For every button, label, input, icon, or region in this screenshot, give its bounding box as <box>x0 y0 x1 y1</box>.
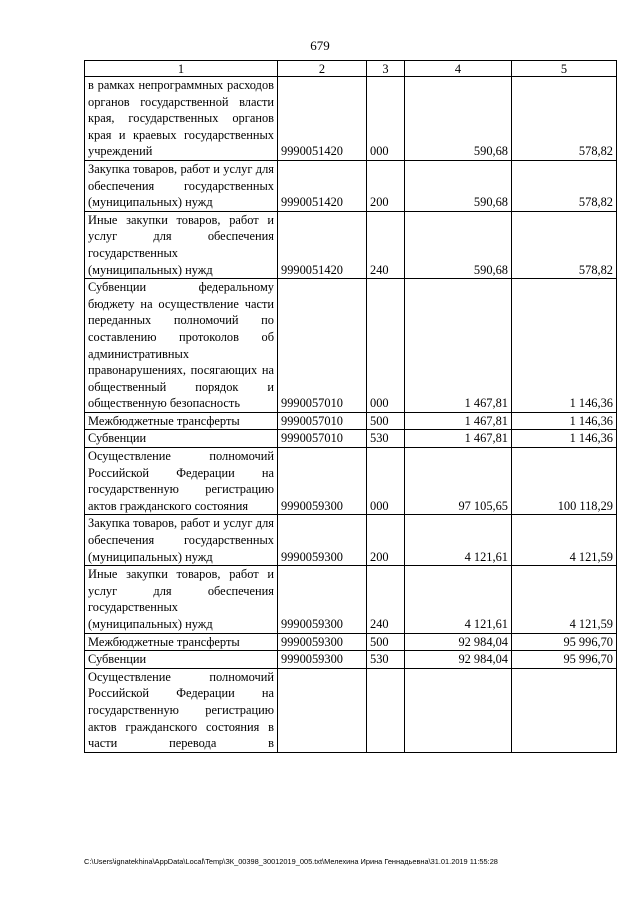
row-sum-1: 4 121,61 <box>405 566 512 633</box>
row-expense-type: 530 <box>367 430 405 448</box>
row-expense-type: 240 <box>367 211 405 278</box>
row-sum-1: 92 984,04 <box>405 651 512 669</box>
row-expense-type: 000 <box>367 448 405 515</box>
row-sum-2: 95 996,70 <box>512 651 617 669</box>
row-target-code: 9990051420 <box>278 77 367 161</box>
row-name: Иные закупки товаров, работ и услуг для обеспечения государственных (муниципальных) нужд <box>85 211 278 278</box>
row-sum-1: 1 467,81 <box>405 412 512 430</box>
row-sum-2: 100 118,29 <box>512 448 617 515</box>
row-sum-1: 1 467,81 <box>405 430 512 448</box>
row-name: Субвенции федеральному бюджету на осуществление части переданных полномочий по составлению протоколов об административных правонарушениях, посягающих на общественный порядок и общественную безопасность <box>85 279 278 413</box>
row-name: Осуществление полномочий Российской Федерации на государственную регистрацию актов гражданского состояния в части перевода в <box>85 668 278 752</box>
row-target-code: 9990057010 <box>278 412 367 430</box>
row-sum-1: 1 467,81 <box>405 279 512 413</box>
row-target-code: 9990059300 <box>278 651 367 669</box>
column-header-3: 3 <box>367 61 405 77</box>
table-header-row <box>85 61 617 77</box>
row-sum-1: 590,68 <box>405 77 512 161</box>
row-target-code: 9990057010 <box>278 430 367 448</box>
row-sum-1: 590,68 <box>405 160 512 211</box>
row-expense-type: 000 <box>367 279 405 413</box>
table-row <box>85 211 617 278</box>
row-name: в рамках непрограммных расходов органов государственной власти края, государственных органов края и краевых государственных учреждений <box>85 77 278 161</box>
document-footer-path: C:\Users\ignatekhina\AppData\Local\Temp\ЗК_00398_30012019_005.txt\Мелехина Ирина Геннадьевна\31.01.2019 11:55:28 <box>84 857 498 866</box>
row-sum-2: 4 121,59 <box>512 566 617 633</box>
row-target-code: 9990051420 <box>278 160 367 211</box>
row-target-code: 9990059300 <box>278 448 367 515</box>
row-name: Закупка товаров, работ и услуг для обеспечения государственных (муниципальных) нужд <box>85 515 278 566</box>
row-name: Субвенции <box>85 651 278 669</box>
row-target-code: 9990059300 <box>278 633 367 651</box>
table-row <box>85 668 617 752</box>
row-expense-type: 200 <box>367 515 405 566</box>
row-expense-type: 500 <box>367 633 405 651</box>
row-sum-1 <box>405 668 512 752</box>
row-expense-type: 530 <box>367 651 405 669</box>
row-name: Межбюджетные трансферты <box>85 412 278 430</box>
row-sum-2: 1 146,36 <box>512 279 617 413</box>
row-name: Закупка товаров, работ и услуг для обеспечения государственных (муниципальных) нужд <box>85 160 278 211</box>
column-header-5: 5 <box>512 61 617 77</box>
row-sum-2: 578,82 <box>512 211 617 278</box>
table-row <box>85 515 617 566</box>
row-sum-1: 92 984,04 <box>405 633 512 651</box>
row-sum-2: 95 996,70 <box>512 633 617 651</box>
row-sum-2: 4 121,59 <box>512 515 617 566</box>
table-row <box>85 77 617 161</box>
page-number: 679 <box>310 38 330 53</box>
row-sum-2: 578,82 <box>512 77 617 161</box>
table-row <box>85 430 617 448</box>
table-row <box>85 651 617 669</box>
row-sum-1: 590,68 <box>405 211 512 278</box>
column-header-2: 2 <box>278 61 367 77</box>
table-row <box>85 412 617 430</box>
row-sum-2: 578,82 <box>512 160 617 211</box>
row-sum-1: 4 121,61 <box>405 515 512 566</box>
row-name: Субвенции <box>85 430 278 448</box>
row-name: Осуществление полномочий Российской Федерации на государственную регистрацию актов гражданского состояния <box>85 448 278 515</box>
table-row <box>85 633 617 651</box>
row-expense-type <box>367 668 405 752</box>
row-sum-1: 97 105,65 <box>405 448 512 515</box>
row-sum-2: 1 146,36 <box>512 430 617 448</box>
row-name: Межбюджетные трансферты <box>85 633 278 651</box>
column-header-4: 4 <box>405 61 512 77</box>
row-name: Иные закупки товаров, работ и услуг для обеспечения государственных (муниципальных) нужд <box>85 566 278 633</box>
table-row <box>85 448 617 515</box>
row-expense-type: 500 <box>367 412 405 430</box>
row-target-code <box>278 668 367 752</box>
column-header-1: 1 <box>85 61 278 77</box>
row-target-code: 9990057010 <box>278 279 367 413</box>
row-target-code: 9990059300 <box>278 566 367 633</box>
budget-table <box>84 60 617 753</box>
row-sum-2: 1 146,36 <box>512 412 617 430</box>
row-target-code: 9990059300 <box>278 515 367 566</box>
row-expense-type: 240 <box>367 566 405 633</box>
row-target-code: 9990051420 <box>278 211 367 278</box>
table-row <box>85 566 617 633</box>
row-expense-type: 000 <box>367 77 405 161</box>
row-expense-type: 200 <box>367 160 405 211</box>
table-row <box>85 160 617 211</box>
row-sum-2 <box>512 668 617 752</box>
table-row <box>85 279 617 413</box>
